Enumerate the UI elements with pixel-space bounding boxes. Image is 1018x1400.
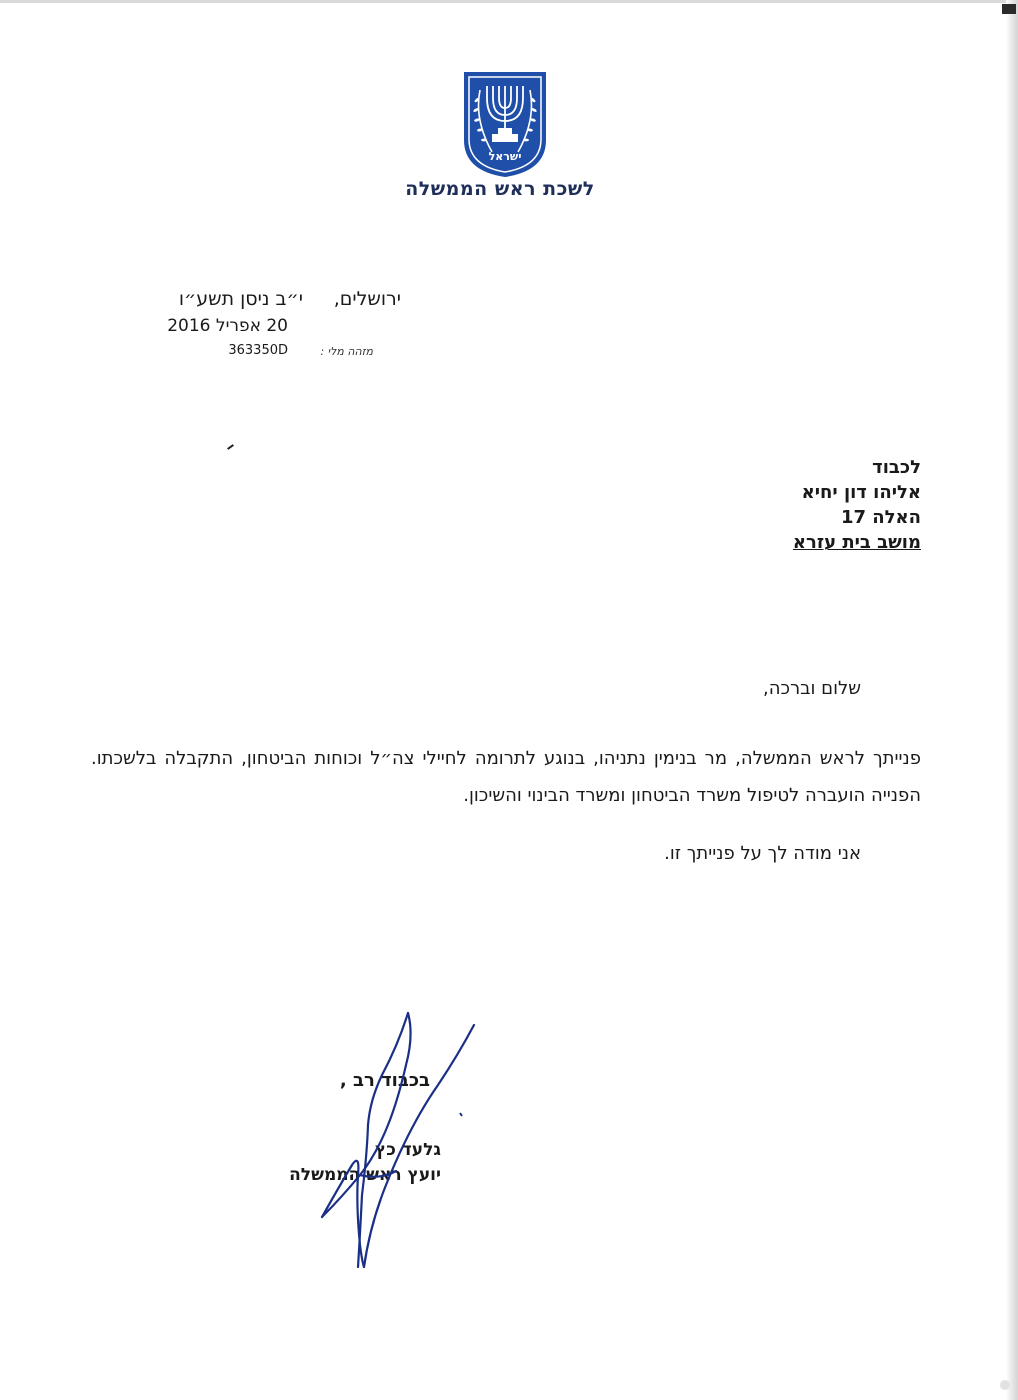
closing-line: בכבוד רב ,	[339, 1070, 430, 1091]
signer-title: יועץ ראש הממשלה	[289, 1165, 441, 1185]
thanks-line: אני מודה לך על פנייתך זו.	[664, 843, 861, 864]
handwritten-signature	[310, 1005, 490, 1275]
body-paragraph: פנייתך לראש הממשלה, מר בנימין נתניהו, בנוגע לתרומה לחיילי צה״ל וכוחות הביטחון, התקבלה בלשכתו. הפנייה הועברה לטיפול משרד הביטחון ומשרד הבינוי והשיכון.	[91, 748, 921, 806]
signer-name: גלעד כץ	[375, 1140, 441, 1160]
greeting: שלום וברכה,	[762, 678, 861, 699]
state-emblem-icon	[462, 70, 548, 178]
recipient-address	[793, 455, 921, 555]
hebrew-date: י״ב ניסן תשע״ו	[178, 288, 303, 310]
scan-edge-top	[0, 0, 1018, 3]
recipient-salutation: לכבוד	[872, 457, 921, 478]
office-name: לשכת ראש הממשלה	[405, 178, 595, 200]
gregorian-date: 20 אפריל 2016	[167, 316, 288, 336]
place-name: ירושלים,	[333, 288, 401, 310]
scan-mark	[227, 444, 234, 450]
recipient-locality: מושב בית עזרא	[792, 532, 921, 553]
scan-edge-right	[1006, 0, 1018, 1400]
emblem-label: ישראל	[488, 150, 522, 163]
scan-corner-mark	[1002, 4, 1016, 14]
recipient-name: אליהו דון יחיא	[801, 482, 921, 503]
reference-label: מזהה מלי :	[320, 345, 373, 358]
scan-corner-shadow	[1000, 1380, 1010, 1390]
reference-value: 363350D	[228, 343, 288, 358]
recipient-street: האלה 17	[840, 507, 921, 528]
